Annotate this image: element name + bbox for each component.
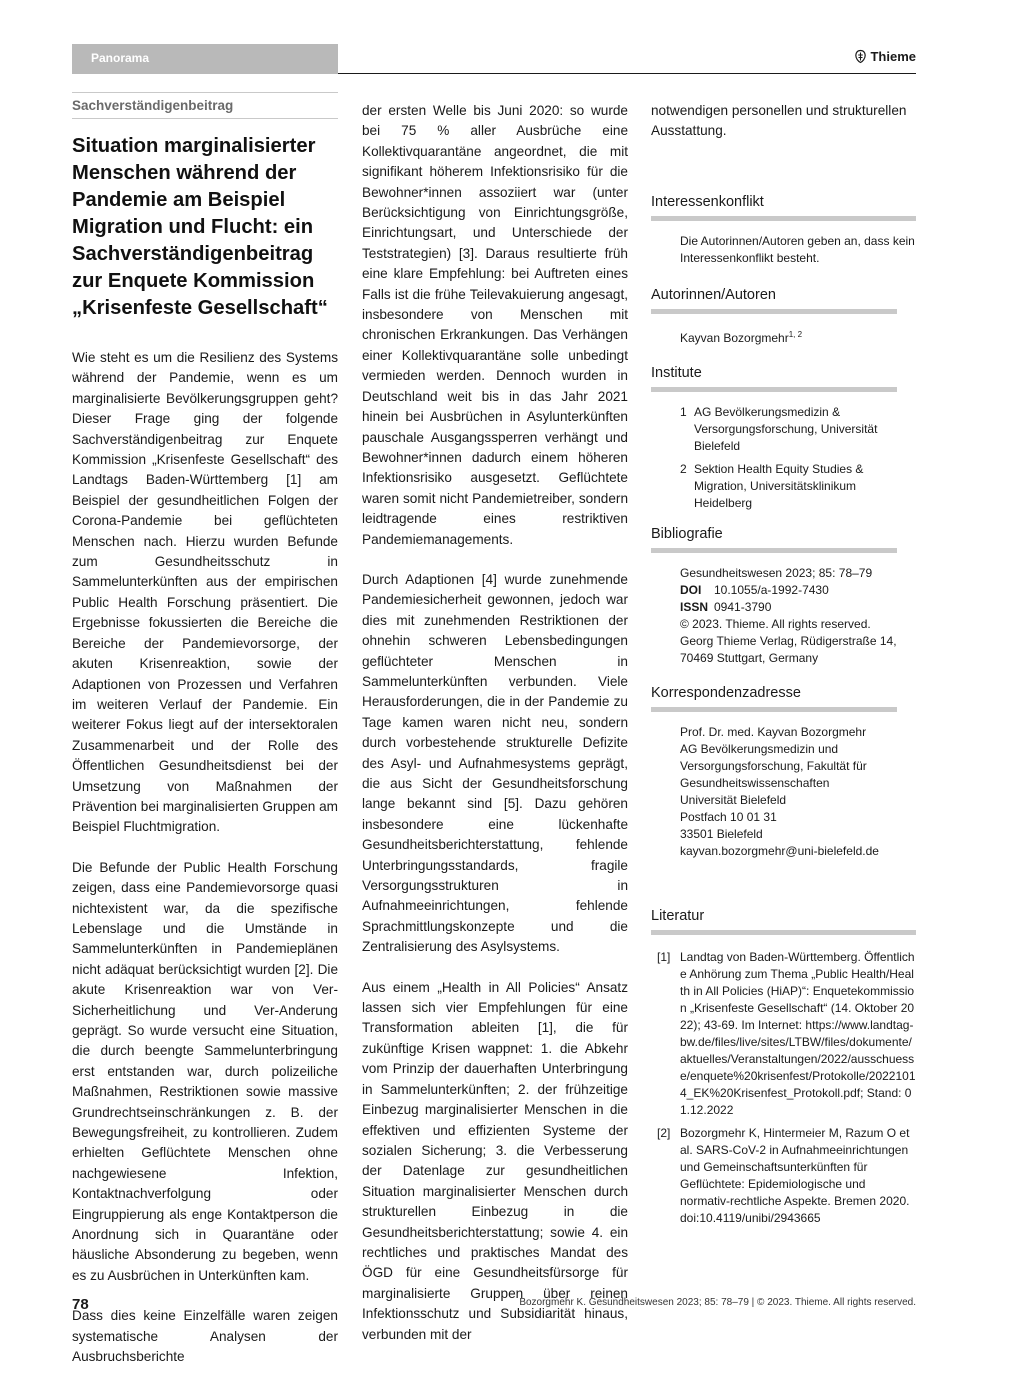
list-item: 1 AG Bevölkerungsmedizin & Versorgungsforschung, Universität Bielefeld bbox=[680, 404, 878, 453]
section-heading: Institute bbox=[651, 364, 702, 381]
paragraph: Dass dies keine Einzelfälle waren zeigen systematische Analysen der Ausbruchsberichte bbox=[72, 1308, 338, 1365]
paragraph: Die Befunde der Public Health Forschung zeigen, dass eine Pandemievorsorge quasi nichtexistent war, da die spezifische Lebenslage und die Umstände in Sammelunterkünften in Pandemieplänen nicht adäquat berücksichtigt wurden [2]. Die akute Krisenreaktion war von Ver-Sicherheitlichung und Ver-Anderung geprägt. So wurde versucht eine Situation, die durch beengte Sammelunterbringung erst entstanden war, durch polizeiliche Maßnahmen, Restriktionen sowie massive Grundrechtseinschränkungen z. B. der Bewegungsfreiheit, zu kontrollieren. Zudem erhielten Geflüchtete Menschen ohne nachgewiesene Infektion, Kontaktnachverfolgung oder Eingruppierung als enge Kontaktperson die Anordnung sich in Quarantäne oder häusliche Absonderung zu begeben, wenn es zu Ausbrüchen in Unterkünften kam. bbox=[72, 859, 338, 1283]
copyright: © 2023. Thieme. All rights reserved. bbox=[680, 616, 871, 631]
doi-line: DOI 10.1055/a-1992-7430 bbox=[680, 582, 829, 597]
author-affiliation: 1, 2 bbox=[788, 329, 803, 339]
paragraph: notwendigen personellen und strukturellen Ausstattung. bbox=[651, 103, 907, 139]
body-text-left bbox=[72, 348, 338, 1368]
section-tab bbox=[72, 44, 338, 74]
author-name: Kayvan Bozorgmehr bbox=[680, 330, 789, 345]
article-title: Situation marginalisierter Menschen während der Pandemie am Beispiel Migration und Flucht: ein Sachverständigenbeitrag zur Enquete Kommission „Krisenfeste Gesellschaft“ bbox=[72, 135, 328, 319]
publisher-name: Thieme bbox=[870, 49, 916, 64]
journal-ref: Gesundheitswesen 2023; 85: 78–79 bbox=[680, 565, 873, 580]
institutes-section bbox=[651, 365, 916, 512]
paragraph: Wie steht es um die Resilienz des Systems während der Pandemie, wenn es um marginalisierte Bevölkerungsgruppen geht? Dieser Frage ging der folgende Sachverständigenbeitrag zur Enquete Kommission „Krisenfeste Gesellschaft“ des Landtags Baden-Württemberg [1] am Beispiel der gesundheitlichen Folgen der Corona-Pandemie bei geflüchteten Menschen nach. Hierzu wurden Befunde zum Gesundheitsschutz in Sammelunterkünften aus der empirischen Public Health Forschung präsentiert. Die Ergebnisse fokussierten die Bereiche die Bereiche der Pandemievorsorge, der akuten Krisenreaktion, sowie der Adaptionen von Prozessen und Verfahren im weiteren Verlauf der Pandemie. Ein weiterer Fokus liegt auf der intersektoralen Zusammenarbeit und der Rolle des Öffentlichen Gesundheitsdienst bei der Umsetzung von Maßnahmen der Prävention bei marginalisierten Gruppen am Beispiel Fluchtmigration. bbox=[72, 350, 338, 835]
page-number: 78 bbox=[72, 1296, 89, 1313]
section-heading: Autorinnen/Autoren bbox=[651, 286, 776, 303]
right-column bbox=[651, 101, 916, 1233]
left-column bbox=[72, 92, 338, 1388]
middle-column bbox=[362, 101, 628, 1365]
bibliography-section bbox=[651, 526, 916, 667]
reference-item: [1] Landtag von Baden-Württemberg. Öffentliche Anhörung zum Thema „Public Health/Health in All Policies (HiAP)“: Enquetekommission „Krisenfeste Gesellschaft“ (14. Oktober 2022); 43-69. Im Internet: https://www.landtag-bw.de/files/live/sites/LTBW/files/dokumente/aktuelles/Veranstaltungen/2022/ausschuesse/enquete%20krisenfest/Protokolle/20221014_EK%20Krisenfest_Protokoll.pdf; Stand: 01.12.2022 bbox=[657, 949, 916, 1117]
paragraph: Aus einem „Health in All Policies“ Ansatz lassen sich vier Empfehlungen für eine Transformation ableiten [1], die für zukünftige Krisen wappnet: 1. die Abkehr vom Prinzip der dauerhaften Unterbringung in Sammelunterkünften; 2. der frühzeitige Einbezug marginalisierter Menschen in die effektiven und effizienten Systeme der sozialen Sicherung; 3. die Verbesserung der Datenlage zur gesundheitlichen Situation marginalisierter Menschen durch strukturellen Einbezug in die Gesundheitsberichterstattung; sowie 4. ein rechtliches und praktisches Mandat des ÖGD für eine Gesundheitsfürsorge für marginalisierte Gruppen über reinen Infektionsschutz und Subsidiarität hinaus, verbunden mit der bbox=[362, 979, 628, 1342]
reference-item: [2] Bozorgmehr K, Hintermeier M, Razum O et al. SARS-CoV-2 in Aufnahmeeinrichtungen und Gemeinschaftsunterkünften für Geflüchtete: Epidemiologische und normativ-rechtliche Aspekte. Bremen 2020. doi:10.4119/unibi/2943665 bbox=[657, 1125, 910, 1225]
correspondence-section: Korrespondenzadresse Prof. Dr. med. Kayvan Bozorgmehr AG Bevölkerungsmedizin und Versorgungsforschung, Fakultät für Gesundheitswissenschaften Universität Bielefeld Postfach 10 01 31 33501 Bielefeld kayvan.bozorgmehr@uni-bielefeld.de bbox=[651, 685, 916, 860]
paragraph: der ersten Welle bis Juni 2020: so wurde bei 75 % aller Ausbrüche eine Kollektivquarantäne angeordnet, die mit signifikant höherem Infektionsrisiko für die Bewohner*innen assoziiert war (unter Berücksichtigung von Einrichtungsgröße, Einrichtungsart, und Unterschiede der Teststrategien) [3]. Daraus resultierte früh eine klare Empfehlung: bei Auftreten eines Falls ist die frühe Teilevakuierung angesagt, insbesondere von Menschen mit chronischen Erkrankungen. Das Verhängen einer Kollektivquarantäne solle unbedingt vermieden werden. Dennoch wurden in Deutschland weit bis in das Jahr 2021 hinein bei Ausbrüchen in Asylunterkünften pauschale Ausgangssperren verhängt und Bewohner*innen dadurch einem höheren Infektionsrisiko ausgesetzt. Geflüchtete waren somit nicht Pandemietreiber, sondern leidtragende eines restriktiven Pandemiemanagements. bbox=[362, 103, 628, 547]
thieme-emblem-icon bbox=[855, 50, 866, 63]
conflict-section bbox=[651, 194, 916, 267]
section-heading: Interessenkonflikt bbox=[651, 193, 764, 210]
article-type: Sachverständigenbeitrag bbox=[72, 98, 234, 113]
footer-citation: Bozorgmehr K. Gesundheitswesen 2023; 85: 78–79 | © 2023. Thieme. All rights reserved. bbox=[519, 1297, 916, 1308]
authors-section bbox=[651, 287, 916, 347]
conflict-text: Die Autorinnen/Autoren geben an, dass kein Interessenkonflikt besteht. bbox=[680, 233, 915, 265]
literature-section bbox=[651, 908, 916, 1227]
section-heading: Korrespondenzadresse bbox=[651, 684, 801, 701]
publisher-logo bbox=[855, 49, 916, 64]
section-heading: Literatur bbox=[651, 907, 705, 924]
section-heading: Bibliografie bbox=[651, 525, 723, 542]
paragraph: Durch Adaptionen [4] wurde zunehmende Pandemiesicherheit gewonnen, jedoch war dies mit zunehmenden Restriktionen der ohnehin schweren Lebensbedingungen geflüchteter Menschen in Sammelunterkünften verbunden. Viele Herausforderungen, die in der Pandemie zu Tage kamen waren nicht neu, sondern durch vorbestehende strukturelle Defizite des Asyl- und Aufnahmesystems geprägt, die aus Sicht der Gesundheitsforschung lange bekannt sind [5]. Dazu gehören insbesondere eine lückenhafte Gesundheitsberichterstattung, fehlende Unterbringungsstandards, fragile Versorgungsstrukturen in Aufnahmeeinrichtungen, fehlende Sprachmittlungskonzepte und die Zentralisierung des Asylsystems. bbox=[362, 571, 628, 955]
header-rule bbox=[338, 73, 916, 74]
publisher-address: 70469 Stuttgart, Germany bbox=[680, 650, 819, 665]
list-item: 2 Sektion Health Equity Studies & Migration, Universitätsklinikum Heidelberg bbox=[680, 461, 864, 510]
section-label: Panorama bbox=[91, 51, 150, 65]
issn-line: ISSN 0941-3790 bbox=[680, 599, 772, 614]
email-link[interactable]: kayvan.bozorgmehr@uni-bielefeld.de bbox=[680, 843, 879, 858]
publisher-address: Georg Thieme Verlag, Rüdigerstraße 14, bbox=[680, 633, 897, 648]
